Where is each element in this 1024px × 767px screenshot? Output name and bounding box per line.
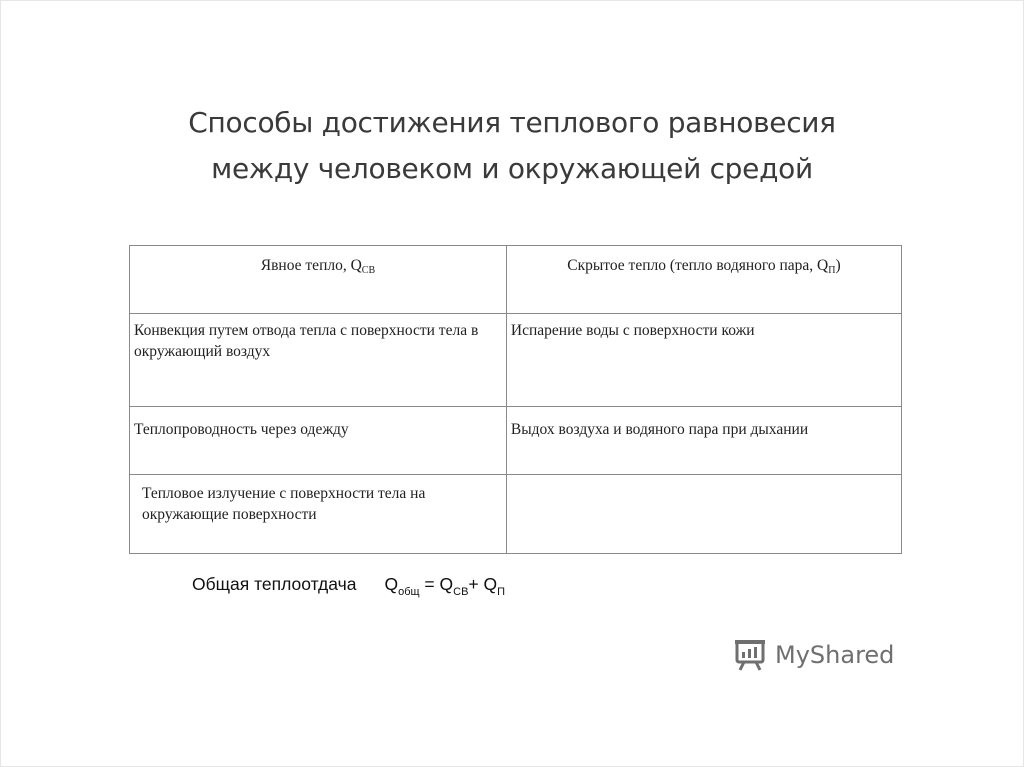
table-row (130, 407, 902, 475)
table-row (130, 314, 902, 407)
heat-balance-table (129, 245, 902, 554)
table-row (130, 475, 902, 554)
table-cell-latent (506, 475, 901, 554)
table-cell-latent: Выдох воздуха и водяного пара при дыхании (506, 407, 901, 475)
formula: $Q_{общ} = Q_{СВ}+ Q_П$ (384, 574, 506, 598)
table-cell-latent: Испарение воды с поверхности кожи (506, 314, 901, 407)
slide-title-line-1: Способы достижения теплового равновесия (188, 106, 836, 139)
table-cell-sensible: Конвекция путем отвода тепла с поверхности тела в окружающий воздух (130, 314, 507, 407)
table-cell-sensible: Теплопроводность через одежду (130, 407, 507, 475)
table-header-row (130, 246, 902, 314)
total-heat-loss-formula (192, 574, 505, 598)
slide-title (0, 100, 1024, 192)
slide-title-line-2: между человеком и окружающей средой (211, 152, 813, 185)
presentation-board-icon (733, 638, 769, 672)
table-cell-sensible: Тепловое излучение с поверхности тела на окружающие поверхности (130, 475, 507, 554)
header-sensible-heat: Явное тепло, $Q_{СВ}$ (130, 246, 507, 314)
watermark-text: MyShared (775, 641, 895, 669)
total-label: Общая теплоотдача (192, 574, 357, 594)
header-latent-heat: Скрытое тепло (тепло водяного пара, $Q_П$) (506, 246, 901, 314)
myshared-watermark (733, 638, 894, 672)
